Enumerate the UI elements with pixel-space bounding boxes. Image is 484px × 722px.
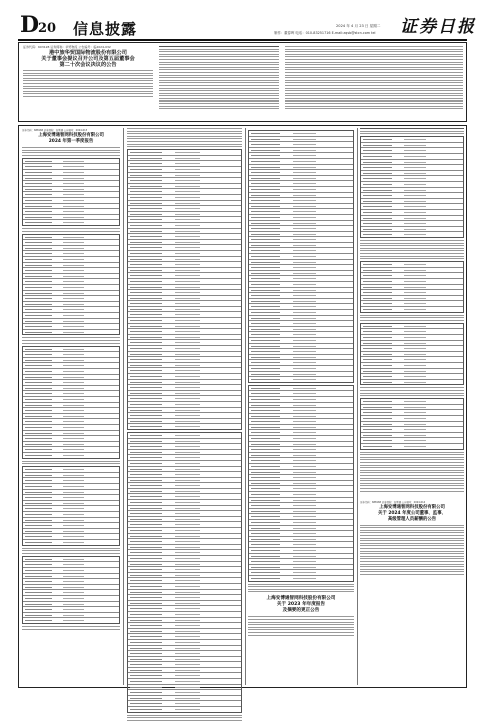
editor-line: 制作：董春晖 电话：010-83251716 E-mail:zqsb@stcn.com tel bbox=[274, 31, 376, 35]
page-header bbox=[0, 0, 484, 40]
financial-table bbox=[248, 385, 354, 582]
financial-table bbox=[127, 432, 242, 713]
announcement-title-line: 2024 年第一季度报告 bbox=[48, 139, 94, 144]
announcement-title-line: 关于 2023 年年度报告 bbox=[276, 602, 326, 608]
announcement-title-line: 第二十次会议决议的公告 bbox=[59, 62, 117, 68]
announcement-title-line: 高级管理人员薪酬的公告 bbox=[387, 516, 437, 522]
financial-table bbox=[360, 398, 464, 449]
financial-table bbox=[360, 261, 464, 312]
page-number: 20 bbox=[38, 21, 57, 36]
financial-table bbox=[127, 149, 242, 430]
date-line: 2024 年 4 月 23 日 星期二 bbox=[336, 24, 381, 28]
financial-table bbox=[360, 136, 464, 238]
page-letter: D bbox=[20, 12, 40, 38]
top-announcement bbox=[18, 42, 467, 122]
body-text-block bbox=[23, 70, 153, 97]
announcement-title-line: 上海安博通智网科技股份有限公司 bbox=[38, 133, 104, 138]
financial-table bbox=[22, 234, 120, 336]
announcement-title-line: 关于董事会提议召开公司及第五届董事会 bbox=[41, 56, 135, 62]
financial-table bbox=[22, 466, 120, 545]
top-middle-column bbox=[159, 46, 279, 111]
announcement-title-line: 关于 2024 年度公司董事、监事、 bbox=[378, 510, 446, 516]
announcement-meta: 证券代码：688168 证券简称：安博通 公告编号：2024-014 bbox=[360, 500, 426, 504]
top-left-column bbox=[23, 45, 153, 99]
financial-table bbox=[22, 346, 120, 459]
column-3 bbox=[248, 128, 354, 637]
financial-table bbox=[22, 556, 120, 624]
announcement-meta: 证券代码：603128 证券简称：华贸物流 公告编号：临2024-032 bbox=[23, 45, 111, 49]
column-2 bbox=[127, 128, 242, 722]
announcement-meta: 证券代码：688168 证券简称：安博通 公告编号：2024-013 bbox=[22, 129, 88, 132]
main-announcement bbox=[18, 125, 467, 688]
newspaper-logo: 证券日报 bbox=[400, 17, 476, 37]
announcement-title-line: 港中旅华贸国际物流股份有限公司 bbox=[49, 50, 127, 56]
column-1 bbox=[22, 128, 120, 631]
financial-table bbox=[22, 158, 120, 226]
financial-table bbox=[248, 130, 354, 383]
announcement-title-line: 及摘要的更正公告 bbox=[282, 608, 320, 614]
column-4 bbox=[360, 128, 464, 576]
section-title: 信息披露 bbox=[73, 20, 138, 38]
top-right-column bbox=[285, 46, 463, 111]
announcement-title-line: 上海安博通智网科技股份有限公司 bbox=[379, 504, 445, 510]
header-rule bbox=[18, 39, 467, 41]
financial-table bbox=[360, 323, 464, 386]
announcement-title-line: 上海安博通智网科技股份有限公司 bbox=[266, 596, 336, 602]
